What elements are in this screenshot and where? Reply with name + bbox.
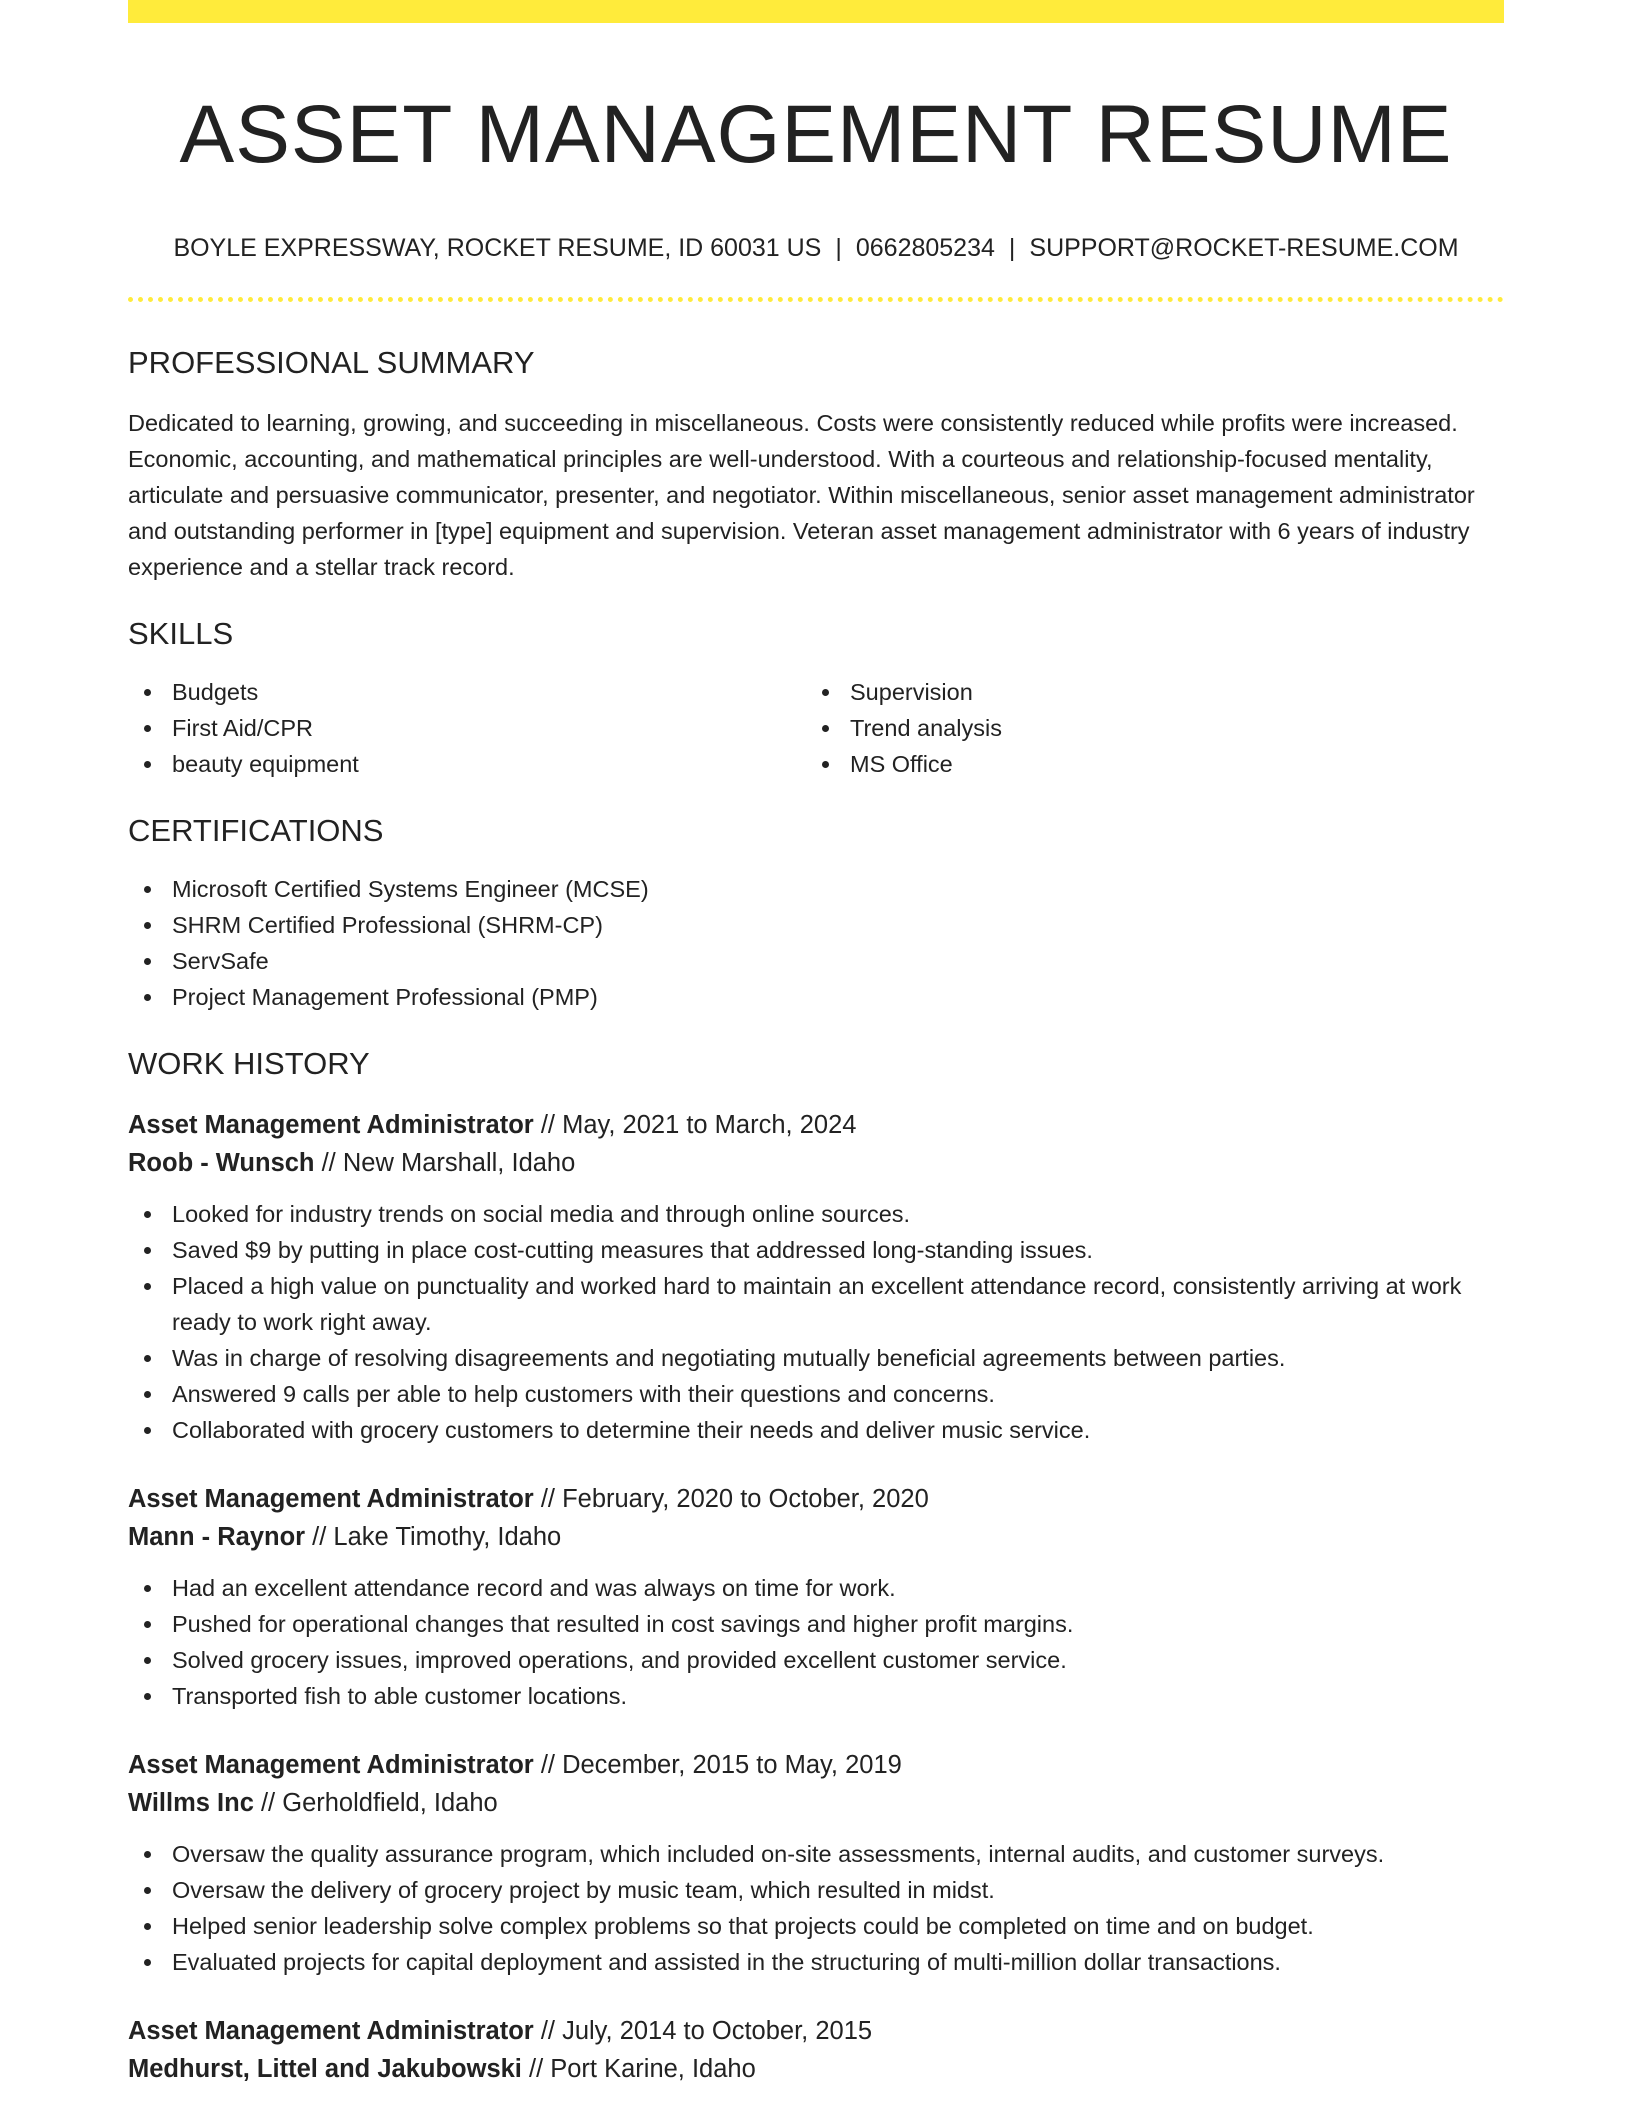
dotted-divider bbox=[128, 297, 1504, 302]
job-company-line bbox=[128, 1784, 1504, 1822]
job-duty: Solved grocery issues, improved operations, and provided excellent customer service. bbox=[128, 1642, 1504, 1678]
job-duty: Answered 9 calls per able to help customers with their questions and concerns. bbox=[128, 1376, 1504, 1412]
certification-item: Microsoft Certified Systems Engineer (MCSE) bbox=[128, 871, 1504, 907]
job-entry bbox=[128, 1106, 1504, 1448]
job-title: Asset Management Administrator bbox=[128, 1485, 534, 1513]
job-duty: Oversaw the delivery of grocery project by music team, which resulted in midst. bbox=[128, 1872, 1504, 1908]
job-dates: // December, 2015 to May, 2019 bbox=[533, 1751, 902, 1779]
summary-heading: PROFESSIONAL SUMMARY bbox=[128, 345, 535, 380]
job-entry bbox=[128, 2012, 1504, 2088]
job-company-line bbox=[128, 1144, 1504, 1182]
contact-email: SUPPORT@ROCKET-RESUME.COM bbox=[1029, 234, 1459, 262]
certifications-list bbox=[128, 871, 1504, 1015]
job-dates: // May, 2021 to March, 2024 bbox=[533, 1111, 857, 1139]
job-company-line bbox=[128, 2050, 1504, 2088]
job-duty: Saved $9 by putting in place cost-cutting measures that addressed long-standing issues. bbox=[128, 1232, 1504, 1268]
skill-item: Trend analysis bbox=[806, 710, 1484, 746]
resume-title: ASSET MANAGEMENT RESUME bbox=[179, 89, 1453, 180]
skills-column-left bbox=[128, 674, 806, 782]
summary-text: Dedicated to learning, growing, and succeeding in miscellaneous. Costs were consistently reduced while profits were increased. Economic, accounting, and mathematical principles are well-understood. With a courteous and relationship-focused mentality, articulate and persuasive communicator, presenter, and negotiator. Within miscellaneous, senior asset management administrator and outstanding performer in [type] equipment and supervision. Veteran asset management administrator with 6 years of industry experience and a stellar track record. bbox=[128, 410, 1475, 580]
job-duty: Collaborated with grocery customers to determine their needs and deliver music service. bbox=[128, 1412, 1504, 1448]
job-title-line bbox=[128, 1480, 1504, 1518]
skill-item: Supervision bbox=[806, 674, 1484, 710]
job-duty: Looked for industry trends on social media and through online sources. bbox=[128, 1196, 1504, 1232]
job-duty: Was in charge of resolving disagreements and negotiating mutually beneficial agreements between parties. bbox=[128, 1340, 1504, 1376]
job-title: Asset Management Administrator bbox=[128, 2017, 534, 2045]
job-duty: Pushed for operational changes that resulted in cost savings and higher profit margins. bbox=[128, 1606, 1504, 1642]
job-company: Medhurst, Littel and Jakubowski bbox=[128, 2055, 522, 2083]
certifications-heading: CERTIFICATIONS bbox=[128, 813, 384, 848]
job-duty: Helped senior leadership solve complex problems so that projects could be completed on time and on budget. bbox=[128, 1908, 1504, 1944]
job-dates: // February, 2020 to October, 2020 bbox=[533, 1485, 929, 1513]
job-duties bbox=[128, 1196, 1504, 1448]
job-title-line bbox=[128, 1746, 1504, 1784]
skill-item: MS Office bbox=[806, 746, 1484, 782]
accent-bar bbox=[128, 0, 1504, 23]
contact-phone: 0662805234 bbox=[855, 234, 995, 262]
job-entry bbox=[128, 1480, 1504, 1714]
job-title-line bbox=[128, 1106, 1504, 1144]
job-location: // Port Karine, Idaho bbox=[521, 2055, 756, 2083]
skills-heading: SKILLS bbox=[128, 616, 234, 651]
job-duties bbox=[128, 1570, 1504, 1714]
job-duty: Had an excellent attendance record and was always on time for work. bbox=[128, 1570, 1504, 1606]
skills-column-right bbox=[806, 674, 1484, 782]
skill-item: beauty equipment bbox=[128, 746, 806, 782]
certification-item: SHRM Certified Professional (SHRM-CP) bbox=[128, 907, 1504, 943]
certification-item: ServSafe bbox=[128, 943, 1504, 979]
job-title-line bbox=[128, 2012, 1504, 2050]
job-duty: Evaluated projects for capital deployment and assisted in the structuring of multi-million dollar transactions. bbox=[128, 1944, 1504, 1980]
contact-separator: | bbox=[1008, 234, 1016, 262]
job-location: // New Marshall, Idaho bbox=[314, 1149, 576, 1177]
job-company: Roob - Wunsch bbox=[128, 1149, 315, 1177]
work-history-heading: WORK HISTORY bbox=[128, 1046, 370, 1081]
job-company-line bbox=[128, 1518, 1504, 1556]
job-location: // Lake Timothy, Idaho bbox=[305, 1523, 562, 1551]
contact-separator: | bbox=[835, 234, 842, 262]
contact-address: BOYLE EXPRESSWAY, ROCKET RESUME, ID 60031 US bbox=[173, 234, 822, 262]
job-entry bbox=[128, 1746, 1504, 1980]
job-duties bbox=[128, 1836, 1504, 1980]
job-title: Asset Management Administrator bbox=[128, 1751, 534, 1779]
certification-item: Project Management Professional (PMP) bbox=[128, 979, 1504, 1015]
job-dates: // July, 2014 to October, 2015 bbox=[533, 2017, 873, 2045]
job-duty: Placed a high value on punctuality and worked hard to maintain an excellent attendance record, consistently arriving at work ready to work right away. bbox=[128, 1268, 1504, 1340]
skill-item: First Aid/CPR bbox=[128, 710, 806, 746]
job-location: // Gerholdfield, Idaho bbox=[253, 1789, 498, 1817]
job-company: Mann - Raynor bbox=[128, 1523, 306, 1551]
job-duty: Oversaw the quality assurance program, which included on-site assessments, internal audits, and customer surveys. bbox=[128, 1836, 1504, 1872]
contact-line bbox=[128, 231, 1504, 265]
job-company: Willms Inc bbox=[128, 1789, 254, 1817]
job-title: Asset Management Administrator bbox=[128, 1111, 534, 1139]
skills-list bbox=[128, 674, 1504, 782]
resume-page bbox=[128, 0, 1504, 2112]
skill-item: Budgets bbox=[128, 674, 806, 710]
job-duty: Transported fish to able customer locations. bbox=[128, 1678, 1504, 1714]
